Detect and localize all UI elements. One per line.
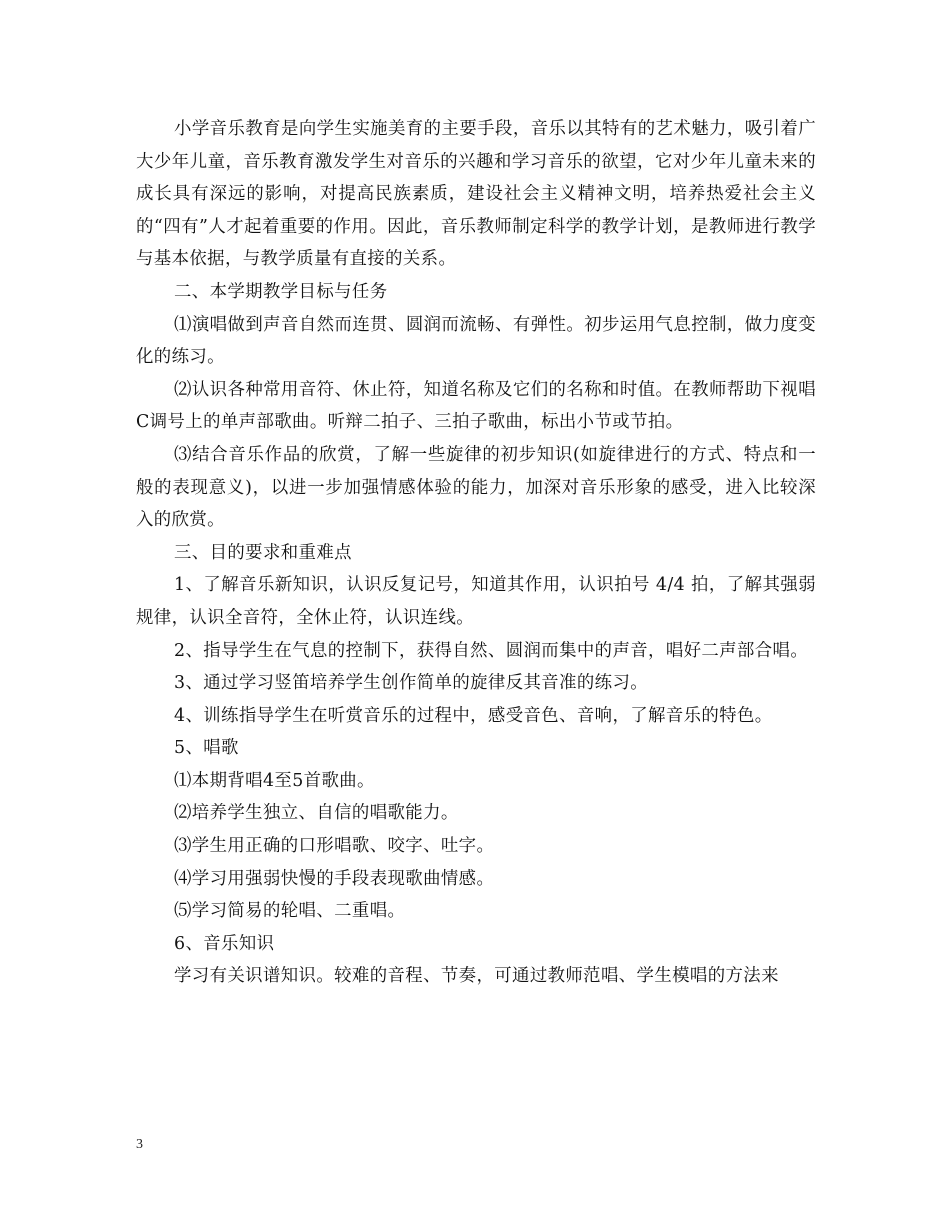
singing-item-5: ⑸学习简易的轮唱、二重唱。 — [174, 901, 406, 922]
section-heading-requirements: 三、目的要求和重难点 — [174, 542, 352, 563]
paragraph-intro: 小学音乐教育是向学生实施美育的主要手段，音乐以其特有的艺术魅力，吸引着广大少年儿童，音乐教育激发学生对音乐的兴趣和学习音乐的欲望，它对少年儿童未来的成长具有深远的影响，对提高民族素质，建设社会主义精神文明，培养热爱社会主义的“四有”人才起着重要的作用。因此，音乐教师制定科学的教学计划，是教师进行教学与基本依据，与教学质量有直接的关系。 — [136, 119, 816, 270]
singing-item-4: ⑷学习用强弱快慢的手段表现歌曲情感。 — [174, 868, 495, 889]
subheading-music-knowledge: 6、音乐知识 — [174, 933, 275, 954]
requirement-item-4: 4、训练指导学生在听赏音乐的过程中，感受音色、音响，了解音乐的特色。 — [174, 705, 773, 726]
requirement-item-2: 2、指导学生在气息的控制下，获得自然、圆润而集中的声音，唱好二声部合唱。 — [174, 640, 809, 661]
subheading-singing: 5、唱歌 — [174, 738, 239, 759]
goal-item-2: ⑵认识各种常用音符、休止符，知道名称及它们的名称和时值。在教师帮助下视唱C调号上的单声部歌曲。听辩二拍子、三拍子歌曲，标出小节或节拍。 — [136, 379, 816, 433]
singing-item-1: ⑴本期背唱4至5首歌曲。 — [174, 770, 375, 791]
singing-item-3: ⑶学生用正确的口形唱歌、咬字、吐字。 — [174, 836, 495, 857]
goal-item-3: ⑶结合音乐作品的欣赏，了解一些旋律的初步知识(如旋律进行的方式、特点和一般的表现意义)，以进一步加强情感体验的能力，加深对音乐形象的感受，进入比较深入的欣赏。 — [136, 444, 816, 531]
requirement-item-1: 1、了解音乐新知识，认识反复记号，知道其作用，认识拍号 4/4 拍，了解其强弱规律，认识全音符，全休止符，认识连线。 — [136, 575, 816, 628]
requirement-item-3: 3、通过学习竖笛培养学生创作简单的旋律反其音准的练习。 — [174, 673, 649, 694]
goal-item-1: ⑴演唱做到声音自然而连贯、圆润而流畅、有弹性。初步运用气息控制，做力度变化的练习。 — [136, 314, 816, 368]
section-heading-goals: 二、本学期教学目标与任务 — [174, 281, 388, 302]
paragraph-music-knowledge: 学习有关识谱知识。较难的音程、节奏，可通过教师范唱、学生模唱的方法来 — [174, 966, 779, 987]
singing-item-2: ⑵培养学生独立、自信的唱歌能力。 — [174, 803, 459, 824]
page-number: 3 — [136, 1137, 143, 1152]
document-body — [136, 113, 816, 993]
